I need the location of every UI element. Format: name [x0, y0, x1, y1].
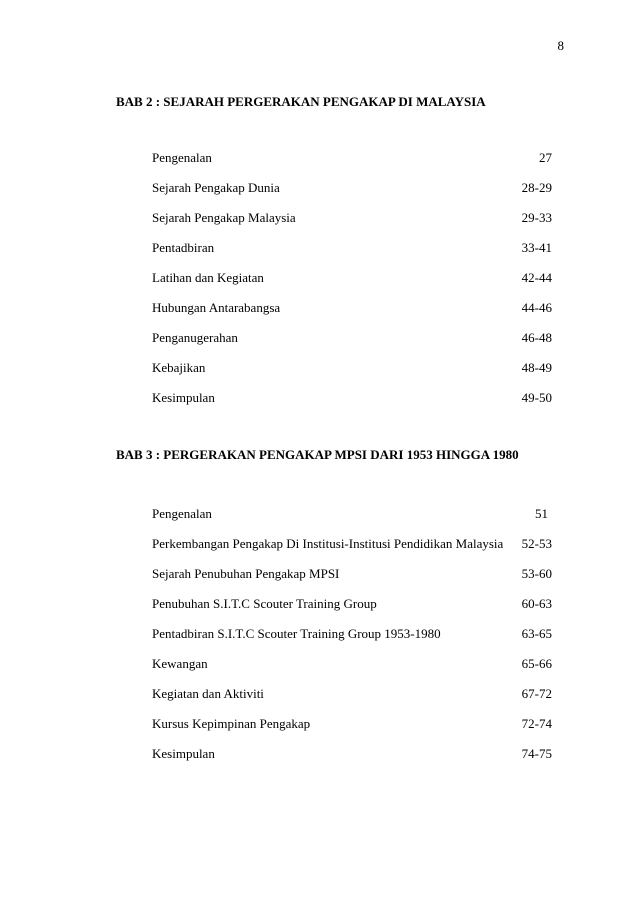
toc-entry-pages: 63-65	[521, 626, 552, 641]
toc-entry-pages: 33-41	[521, 240, 552, 255]
toc-entry[interactable]	[152, 270, 552, 300]
toc-entry[interactable]	[152, 300, 552, 330]
toc-entry-title: Perkembangan Pengakap Di Institusi-Institusi Pendidikan Malaysia	[152, 536, 504, 551]
toc-entry[interactable]	[152, 390, 552, 420]
toc-entry-pages: 72-74	[521, 716, 552, 731]
toc-entry-pages: 67-72	[521, 686, 552, 701]
toc-entry[interactable]	[152, 150, 552, 180]
toc-entry-pages: 48-49	[521, 360, 552, 375]
toc-entry-pages: 53-60	[521, 566, 552, 581]
toc-entry-title: Pentadbiran S.I.T.C Scouter Training Group 1953-1980	[152, 626, 441, 641]
toc-entry[interactable]	[152, 360, 552, 390]
toc-entry-pages: 44-46	[521, 300, 552, 315]
chapter-heading: BAB 2 : SEJARAH PERGERAKAN PENGAKAP DI MALAYSIA	[116, 94, 486, 109]
toc-entry[interactable]	[152, 656, 552, 686]
toc-entry-title: Sejarah Pengakap Dunia	[152, 180, 280, 195]
toc-entry-pages: 60-63	[521, 596, 552, 611]
toc-entry-title: Penganugerahan	[152, 330, 238, 345]
toc-entry-title: Pentadbiran	[152, 240, 215, 255]
toc-entry[interactable]	[152, 596, 552, 626]
toc-entry-pages: 49-50	[521, 390, 552, 405]
toc-entry-title: Kewangan	[152, 656, 208, 671]
toc-entry-title: Kesimpulan	[152, 746, 215, 761]
toc-entry-title: Latihan dan Kegiatan	[152, 270, 264, 285]
toc-entry[interactable]	[152, 180, 552, 210]
toc-entry[interactable]	[152, 716, 552, 746]
toc-entry-title: Pengenalan	[152, 506, 212, 521]
toc-entry-pages: 74-75	[521, 746, 552, 761]
toc-entry[interactable]	[152, 746, 552, 776]
toc-entry-title: Sejarah Penubuhan Pengakap MPSI	[152, 566, 340, 581]
toc-entry-pages: 29-33	[521, 210, 552, 225]
page-number: 8	[557, 38, 564, 53]
toc-list	[152, 150, 552, 420]
toc-entry[interactable]	[152, 330, 552, 360]
toc-entry-pages: 51	[535, 506, 548, 521]
toc-entry-title: Kursus Kepimpinan Pengakap	[152, 716, 311, 731]
toc-entry-title: Penubuhan S.I.T.C Scouter Training Group	[152, 596, 377, 611]
toc-entry[interactable]	[152, 536, 552, 566]
chapter-heading: BAB 3 : PERGERAKAN PENGAKAP MPSI DARI 1953 HINGGA 1980	[116, 447, 519, 462]
toc-entry-pages: 42-44	[521, 270, 552, 285]
toc-entry[interactable]	[152, 686, 552, 716]
toc-entry-title: Kesimpulan	[152, 390, 215, 405]
toc-entry-pages: 46-48	[521, 330, 552, 345]
toc-entry-title: Pengenalan	[152, 150, 212, 165]
toc-entry-pages: 52-53	[521, 536, 552, 551]
toc-entry-pages: 28-29	[521, 180, 552, 195]
toc-list	[152, 506, 552, 776]
toc-entry[interactable]	[152, 566, 552, 596]
toc-entry[interactable]	[152, 626, 552, 656]
toc-entry[interactable]	[152, 210, 552, 240]
toc-entry-title: Sejarah Pengakap Malaysia	[152, 210, 296, 225]
toc-entry-pages: 65-66	[521, 656, 552, 671]
toc-entry[interactable]	[152, 240, 552, 270]
toc-entry-title: Kebajikan	[152, 360, 206, 375]
toc-entry-title: Hubungan Antarabangsa	[152, 300, 281, 315]
toc-entry[interactable]	[152, 506, 552, 536]
toc-entry-pages: 27	[539, 150, 552, 165]
toc-entry-title: Kegiatan dan Aktiviti	[152, 686, 264, 701]
